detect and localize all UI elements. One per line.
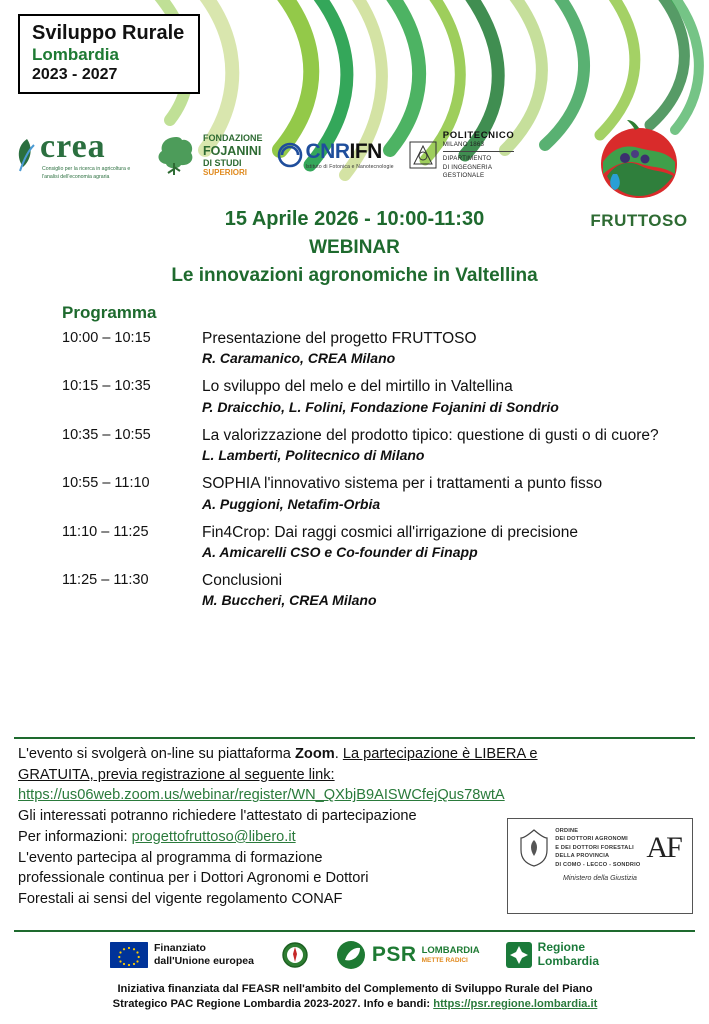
- registration-link[interactable]: https://us06web.zoom.us/webinar/register/WN_QXbjB9AISWCfejQus78wtA: [18, 787, 505, 804]
- politecnico-l4: DI INGEGNERIA: [442, 163, 493, 171]
- fojanini-logo: [152, 133, 263, 177]
- programme-item: [62, 571, 662, 608]
- politecnico-l3: DIPARTIMENTO: [442, 155, 492, 163]
- politecnico-crest-icon: [408, 136, 438, 174]
- info-line-2: GRATUITA, previa registrazione al seguente link:: [18, 766, 335, 783]
- programme-item-title: La valorizzazione del prodotto tipico: questione di gusti o di cuore?: [202, 426, 659, 444]
- info-line-1: [18, 744, 558, 765]
- programme-item-time: 11:25 – 11:30: [62, 571, 149, 588]
- partner-logos-row: [14, 122, 574, 188]
- programme-item: [62, 377, 662, 414]
- psr-footer-slogan: METTE RADICI: [421, 956, 468, 964]
- psr-line-3: 2023 - 2027: [32, 65, 118, 83]
- psr-lombardia-logo: [336, 940, 480, 970]
- ministry-label: Ministero della Giustizia: [563, 874, 637, 882]
- event-subject: Le innovazioni agronomiche in Valtellina: [171, 265, 538, 286]
- order-line-2: DEI DOTTORI AGRONOMI: [555, 836, 628, 843]
- zoom-platform-name: Zoom: [294, 746, 335, 762]
- psr-footer-wordmark: PSR: [371, 943, 417, 966]
- politecnico-l2: MILANO 1863: [443, 141, 515, 152]
- fruttoso-logo: [579, 118, 699, 231]
- info-line-4: [18, 827, 558, 848]
- order-line-4: DELLA PROVINCIA: [555, 853, 610, 860]
- regione-line-1: Regione: [537, 940, 586, 955]
- programme-item: [62, 474, 662, 511]
- psr-footer-region: LOMBARDIA: [421, 945, 480, 957]
- regione-lombardia-logo: [506, 941, 599, 969]
- cnr-wordmark: CNR: [305, 140, 350, 163]
- programme-item-speaker: P. Draicchio, L. Folini, Fondazione Fojanini di Sondrio: [202, 398, 559, 415]
- crea-logo: [14, 128, 138, 182]
- footer-note-line-2: [50, 997, 660, 1012]
- crea-wordmark: crea: [40, 128, 106, 166]
- info-line-1-d: La partecipazione è LIBERA e: [342, 746, 538, 762]
- programme-item-time: 11:10 – 11:25: [62, 523, 149, 540]
- programme-item-title: Conclusioni: [202, 571, 283, 589]
- order-monogram: AF: [646, 830, 681, 864]
- divider-top: [14, 737, 695, 739]
- footer-note-line-1: Iniziativa finanziata dal FEASR nell'ambito del Complemento di Sviluppo Rurale del Piano: [117, 983, 593, 995]
- fojanini-l2: FOJANINI: [203, 143, 262, 158]
- cnr-wordmark-wrap: [306, 140, 394, 164]
- divider-bottom: [14, 930, 695, 932]
- fojanini-l3: DI STUDI: [203, 157, 242, 168]
- eu-line-1: Finanziato: [153, 942, 206, 955]
- programme-item-title: Fin4Crop: Dai raggi cosmici all'irrigazione di precisione: [202, 523, 578, 541]
- programme-item-title: SOPHIA l'innovativo sistema per i trattamenti a punto fisso: [202, 475, 603, 493]
- order-line-5: DI COMO - LECCO - SONDRIO: [555, 861, 641, 868]
- programme-list: [62, 329, 662, 619]
- info-line-3: Gli interessati potranno richiedere l'attestato di partecipazione: [18, 808, 417, 825]
- programme-item-time: 10:55 – 11:10: [62, 475, 150, 492]
- info-line-6: professionale continua per i Dottori Agronomi e Dottori: [18, 870, 369, 887]
- regione-rose-icon: [506, 942, 532, 968]
- programme-item-speaker: A. Amicarelli CSO e Co-founder di Finapp: [202, 543, 478, 560]
- politecnico-l5: GESTIONALE: [442, 171, 485, 179]
- programme-item-speaker: M. Buccheri, CREA Milano: [202, 592, 377, 609]
- repubblica-italiana-emblem-icon: [280, 940, 310, 970]
- politecnico-l1: POLITECNICO: [442, 129, 515, 141]
- info-line-5: L'evento partecipa al programma di formazione: [18, 849, 323, 866]
- eu-line-2: dall'Unione europea: [153, 955, 254, 967]
- fruttoso-wordmark: FRUTTOSO: [590, 211, 688, 230]
- programme-item: [62, 523, 662, 560]
- crea-leaf-icon: [14, 137, 40, 173]
- eu-flag-icon: [110, 942, 148, 968]
- fojanini-l4: SUPERIORI: [203, 167, 248, 177]
- programme-item-speaker: L. Lamberti, Politecnico di Milano: [202, 447, 425, 464]
- programme-item-speaker: A. Puggioni, Netafim-Orbia: [202, 495, 381, 512]
- programme-item: [62, 329, 662, 366]
- order-line-1: ORDINE: [555, 828, 579, 834]
- footer-note-line-2-text: Strategico PAC Regione Lombardia 2023-2027. Info e bandi:: [112, 998, 434, 1011]
- psr-logo-box: [18, 14, 200, 94]
- event-date: 15 Aprile 2026 - 10:00-11:30: [224, 208, 485, 230]
- crea-subtitle: Consiglio per la ricerca in agricoltura e l'analisi dell'economia agraria: [42, 166, 131, 180]
- info-line-1-a: L'evento si svolgerà on-line su piattaforma: [18, 746, 295, 762]
- eu-funding-logo: [110, 942, 254, 968]
- psr-line-1: Sviluppo Rurale: [32, 22, 185, 44]
- psr-line-2: Lombardia: [32, 45, 119, 64]
- fojanini-l1: FONDAZIONE: [203, 133, 263, 144]
- programme-item-title: Lo sviluppo del melo e del mirtillo in Valtellina: [202, 378, 513, 396]
- footer-logos: [0, 934, 709, 976]
- info-block: [18, 744, 558, 910]
- psr-website-link[interactable]: https://psr.regione.lombardia.it: [433, 998, 598, 1011]
- agronomi-order-badge: [507, 818, 693, 914]
- psr-leaf-circle-icon: [336, 940, 366, 970]
- programme-item: [62, 426, 662, 463]
- fruttoso-apple-icon: [583, 118, 695, 204]
- programme-item-title: Presentazione del progetto FRUTTOSO: [202, 330, 477, 347]
- cnr-subtitle: Istituto di Fotonica e Nanotecnologie: [305, 164, 394, 170]
- programme-item-time: 10:00 – 10:15: [62, 330, 151, 346]
- event-type: WEBINAR: [309, 237, 400, 258]
- footer-note: [50, 982, 660, 1012]
- ifn-wordmark: IFN: [349, 140, 382, 163]
- contact-email-link[interactable]: progettofruttoso@libero.it: [131, 828, 296, 845]
- cnr-ifn-logo: [277, 140, 394, 170]
- programme-item-speaker: R. Caramanico, CREA Milano: [202, 350, 396, 367]
- info-line-1-c: .: [334, 746, 343, 762]
- programme-heading: Programma: [62, 303, 157, 322]
- cnr-circle-icon: [277, 142, 303, 168]
- politecnico-logo: [408, 130, 515, 180]
- regione-line-2: Lombardia: [537, 954, 600, 968]
- info-line-4-label: Per informazioni:: [18, 828, 132, 845]
- fojanini-tree-icon: [152, 133, 200, 177]
- programme-item-time: 10:15 – 10:35: [62, 378, 151, 395]
- order-crest-icon: [519, 828, 549, 868]
- info-line-7: Forestali ai sensi del vigente regolamento CONAF: [18, 891, 343, 908]
- programme-item-time: 10:35 – 10:55: [62, 426, 151, 443]
- order-line-3: E DEI DOTTORI FORESTALI: [555, 844, 634, 851]
